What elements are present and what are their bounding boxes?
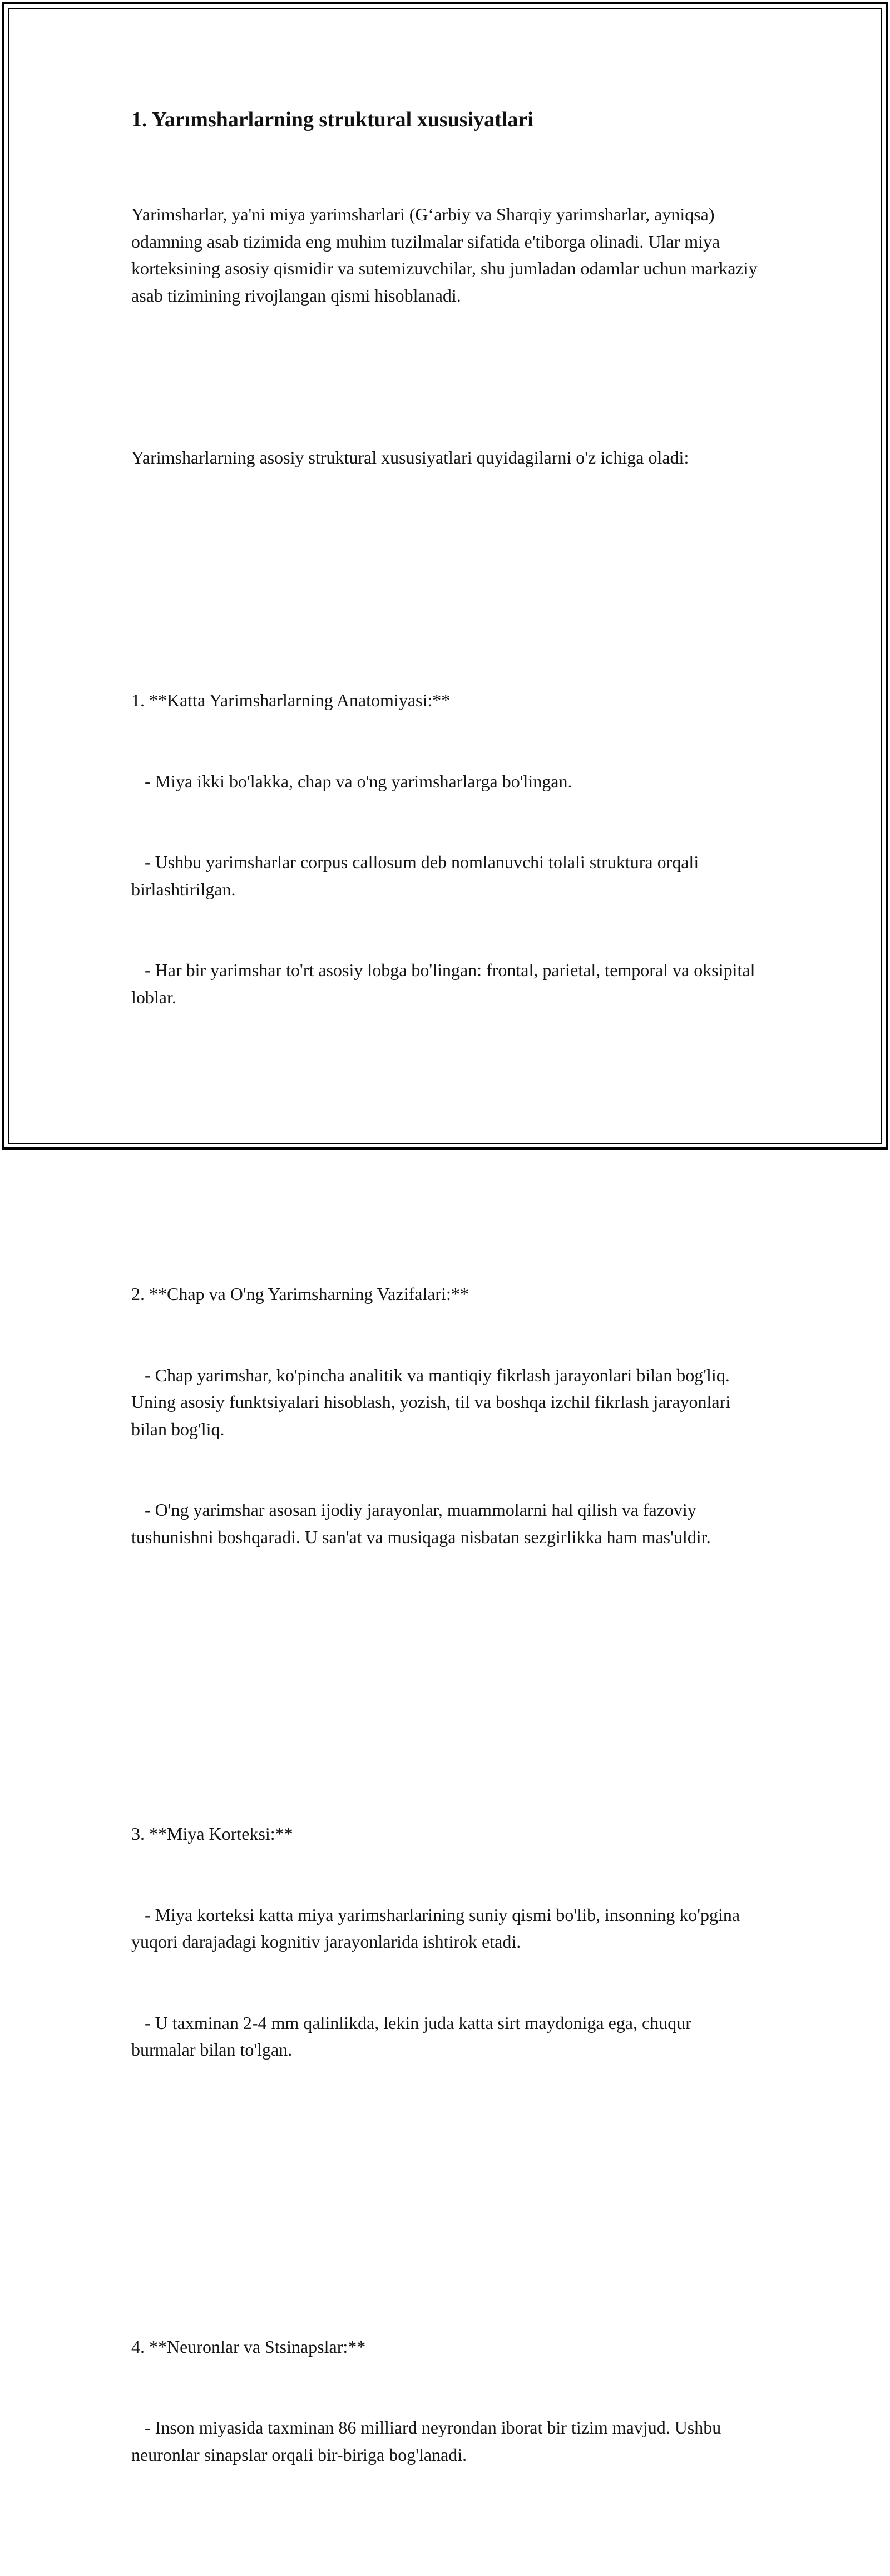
list-item: - O'ng yarimshar asosan ijodiy jarayonlar, muammolarni hal qilish va fazoviy tushunishni boshqaradi. U san'at va musiqaga nisbatan sezgirlikka ham mas'uldir. [131, 1500, 711, 1547]
paragraph-gap [131, 525, 760, 552]
list-item: - U taxminan 2-4 mm qalinlikda, lekin juda katta sirt maydoniga ega, chuqur burmalar bilan to'lgan. [131, 2012, 696, 2060]
paragraph-gap [131, 1658, 760, 1686]
list-section-title: 4. **Neuronlar va Stsinapslar:** [131, 2336, 366, 2357]
list-section-functions [131, 1227, 760, 1604]
document-body [131, 100, 760, 2576]
document-text [131, 147, 760, 2576]
list-section-title: 2. **Chap va O'ng Yarimsharning Vazifalari:** [131, 1284, 469, 1304]
list-item: - Inson miyasida taxminan 86 milliard neyrondan iborat bir tizim mavjud. Ushbu neuronlar sinapslar orqali bir-biriga bog'lanadi. [131, 2417, 726, 2465]
paragraph-gap [131, 1119, 760, 1146]
list-section-anatomy [131, 633, 760, 1065]
section-heading: 1. Yarımsharlarning struktural xususiyatlari [131, 108, 533, 131]
list-section-title: 1. **Katta Yarimsharlarning Anatomiyasi:** [131, 690, 451, 710]
list-item: - Chap yarimshar, ko'pincha analitik va mantiqiy fikrlash jarayonlari bilan bog'liq. Uning asosiy funktsiyalari hisoblash, yozish, til va boshqa izchil fikrlash jarayonlari bilan bog'liq. [131, 1365, 735, 1439]
list-section-cortex [131, 1766, 760, 2117]
intro-paragraph: Yarimsharlar, ya'ni miya yarimsharlari (G‘arbiy va Sharqiy yarimsharlar, ayniqsa) odamning asab tizimida eng muhim tuzilmalar sifatida e'tiborga olinadi. Ular miya korteksining asosiy qismidir va sutemizuvchilar, shu jumladan odamlar uchun markaziy asab tizimining rivojlangan qismi hisoblanadi. [131, 204, 762, 306]
list-item: - Miya ikki bo'lakka, chap va o'ng yarimsharlarga bo'lingan. [131, 771, 572, 791]
paragraph-gap [131, 2171, 760, 2199]
list-item: - Miya korteksi katta miya yarimsharlarining suniy qismi bo'lib, insonning ko'pgina yuqori darajadagi kognitiv jarayonlarida ishtirok etadi. [131, 1904, 745, 1952]
paragraph-gap [131, 363, 760, 390]
intro-paragraph: Yarimsharlarning asosiy struktural xususiyatlari quyidagilarni o'z ichiga oladi: [131, 447, 689, 467]
list-item: - Har bir yarimshar to'rt asosiy lobga bo'lingan: frontal, parietal, temporal va oksipital loblar. [131, 960, 760, 1007]
list-section-title: 3. **Miya Korteksi:** [131, 1824, 293, 1844]
list-item: - Ushbu yarimsharlar corpus callosum deb nomlanuvchi tolali struktura orqali birlashtirilgan. [131, 852, 704, 899]
list-section-neurons [131, 2279, 760, 2523]
